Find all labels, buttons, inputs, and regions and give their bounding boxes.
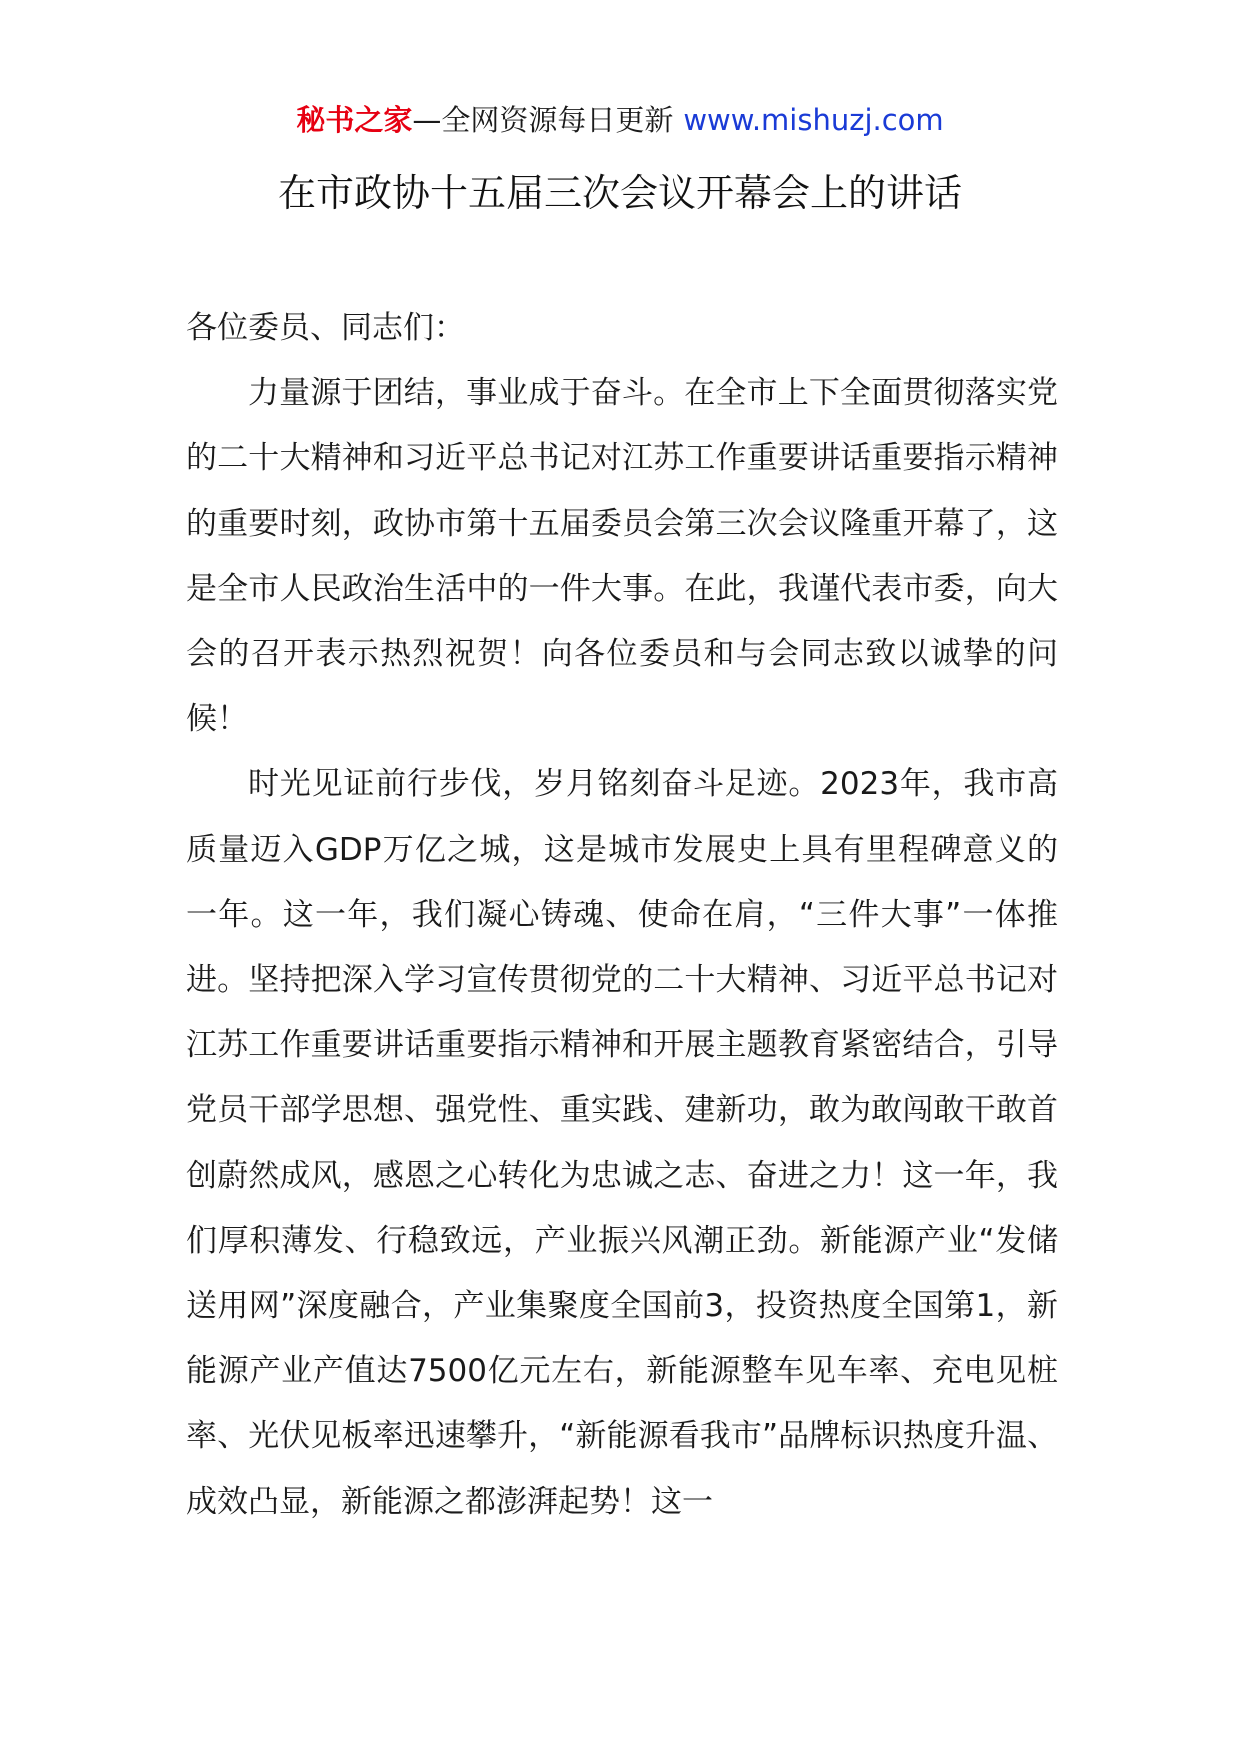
paragraph-2: 时光见证前行步伐，岁月铭刻奋斗足迹。2023年，我市高质量迈入GDP万亿之城，这是城市发展史上具有里程碑意义的一年。这一年，我们凝心铸魂、使命在肩，“三件大事”一体推进。坚持把深入学习宣传贯彻党的二十大精神、习近平总书记对江苏工作重要讲话重要指示精神和开展主题教育紧密结合，引导党员干部学思想、强党性、重实践、建新功，敢为敢闯敢干敢首创蔚然成风，感恩之心转化为忠诚之志、奋进之力！这一年，我们厚积薄发、行稳致远，产业振兴风潮正劲。新能源产业“发储送用网”深度融合，产业集聚度全国前3，投资热度全国第1，新能源产业产值达7500亿元左右，新能源整车见车率、充电见桩率、光伏见板率迅速攀升，“新能源看我市”品牌标识热度升温、成效凸显，新能源之都澎湃起势！这一 <box>186 766 1058 1520</box>
site-brand: 秘书之家 <box>296 103 413 137</box>
paragraph-1: 力量源于团结，事业成于奋斗。在全市上下全面贯彻落实党的二十大精神和习近平总书记对江苏工作重要讲话重要指示精神的重要时刻，政协市第十五届委员会第三次会议隆重开幕了，这是全市人民政治生活中的一件大事。在此，我谨代表市委，向大会的召开表示热烈祝贺！向各位委员和与会同志致以诚挚的问候！ <box>186 375 1058 738</box>
site-tagline: —全网资源每日更新 <box>412 103 674 137</box>
site-url-link[interactable]: www.mishuzj.com <box>683 103 944 137</box>
document-title: 在市政协十五届三次会议开幕会上的讲话 <box>277 171 962 215</box>
document-body <box>186 296 1058 1535</box>
site-header <box>0 100 1240 140</box>
salutation: 各位委员、同志们： <box>186 310 465 346</box>
